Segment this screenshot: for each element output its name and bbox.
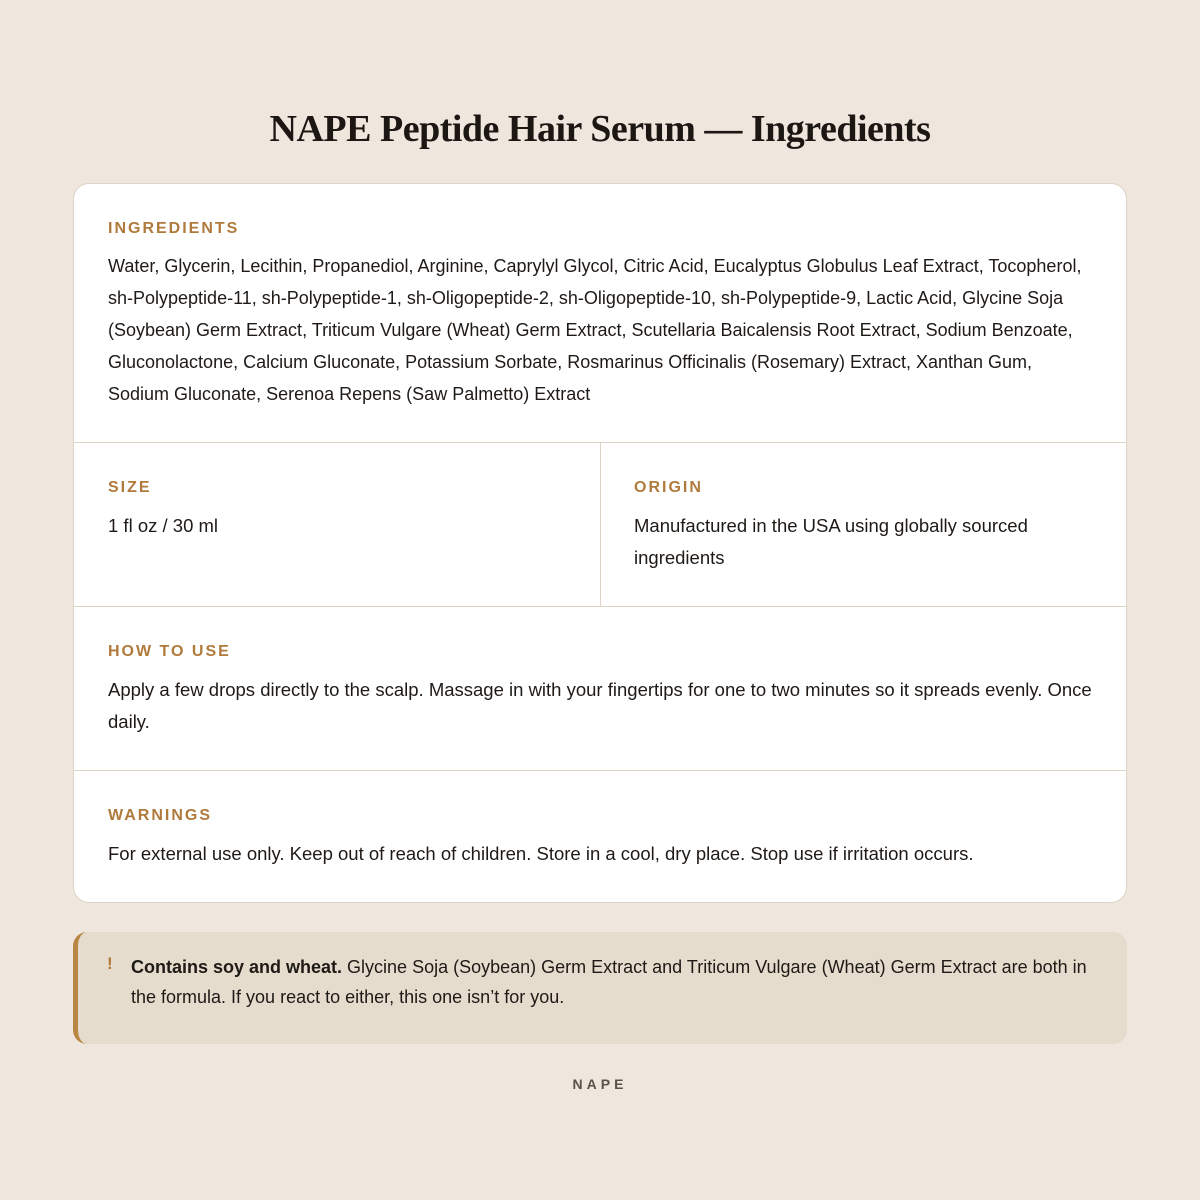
how-to-use-text: Apply a few drops directly to the scalp. Massage in with your fingertips for one to two minutes so it spreads evenly. Once daily. [108,679,1092,732]
size-section [74,478,600,542]
allergen-notice-body: Glycine Soja (Soybean) Germ Extract and Triticum Vulgare (Wheat) Germ Extract are both in the formula. If you react to either, this one isn’t for you. [131,957,1087,1007]
title-text: Peptide Hair Serum — Ingredients [370,108,931,150]
column-divider [600,443,601,606]
divider [74,770,1126,771]
origin-value: Manufactured in the USA using globally sourced ingredients [634,515,1028,568]
divider [74,606,1126,607]
allergen-notice-heading: Contains soy and wheat. [131,957,343,977]
origin-label: ORIGIN [634,479,703,496]
size-label: SIZE [108,479,152,496]
exclamation-icon: ! [107,954,113,973]
page-title [0,106,1200,152]
allergen-notice [73,932,1127,1044]
warnings-section [74,806,1126,870]
allergen-notice-text [131,952,1087,1044]
how-to-use-label: HOW TO USE [108,643,231,660]
size-value: 1 fl oz / 30 ml [108,515,219,536]
brand-name: NAPE [269,108,371,150]
ingredients-section [74,219,1126,410]
ingredients-list: Water, Glycerin, Lecithin, Propanediol, Arginine, Caprylyl Glycol, Citric Acid, Eucalyptus Globulus Leaf Extract, Tocopherol, sh-Polypeptide-11, sh-Polypeptide-1, sh-Oligopeptide-2, sh-Oligopeptide-10, sh-Polypeptide-9, Lactic Acid, Glycine Soja (Soybean) Germ Extract, Triticum Vulgare (Wheat) Germ Extract, Scutellaria Baicalensis Root Extract, Sodium Benzoate, Gluconolactone, Calcium Gluconate, Potassium Sorbate, Rosmarinus Officinalis (Rosemary) Extract, Xanthan Gum, Sodium Gluconate, Serenoa Repens (Saw Palmetto) Extract [108,256,1082,404]
ingredients-label: INGREDIENTS [108,220,240,237]
origin-section [600,478,1126,574]
warnings-label: WARNINGS [108,807,212,824]
warnings-text: For external use only. Keep out of reach of children. Store in a cool, dry place. Stop use if irritation occurs. [108,843,974,864]
how-to-use-section [74,642,1126,738]
details-card [73,183,1127,903]
footer-brand: NAPE [572,1076,628,1092]
